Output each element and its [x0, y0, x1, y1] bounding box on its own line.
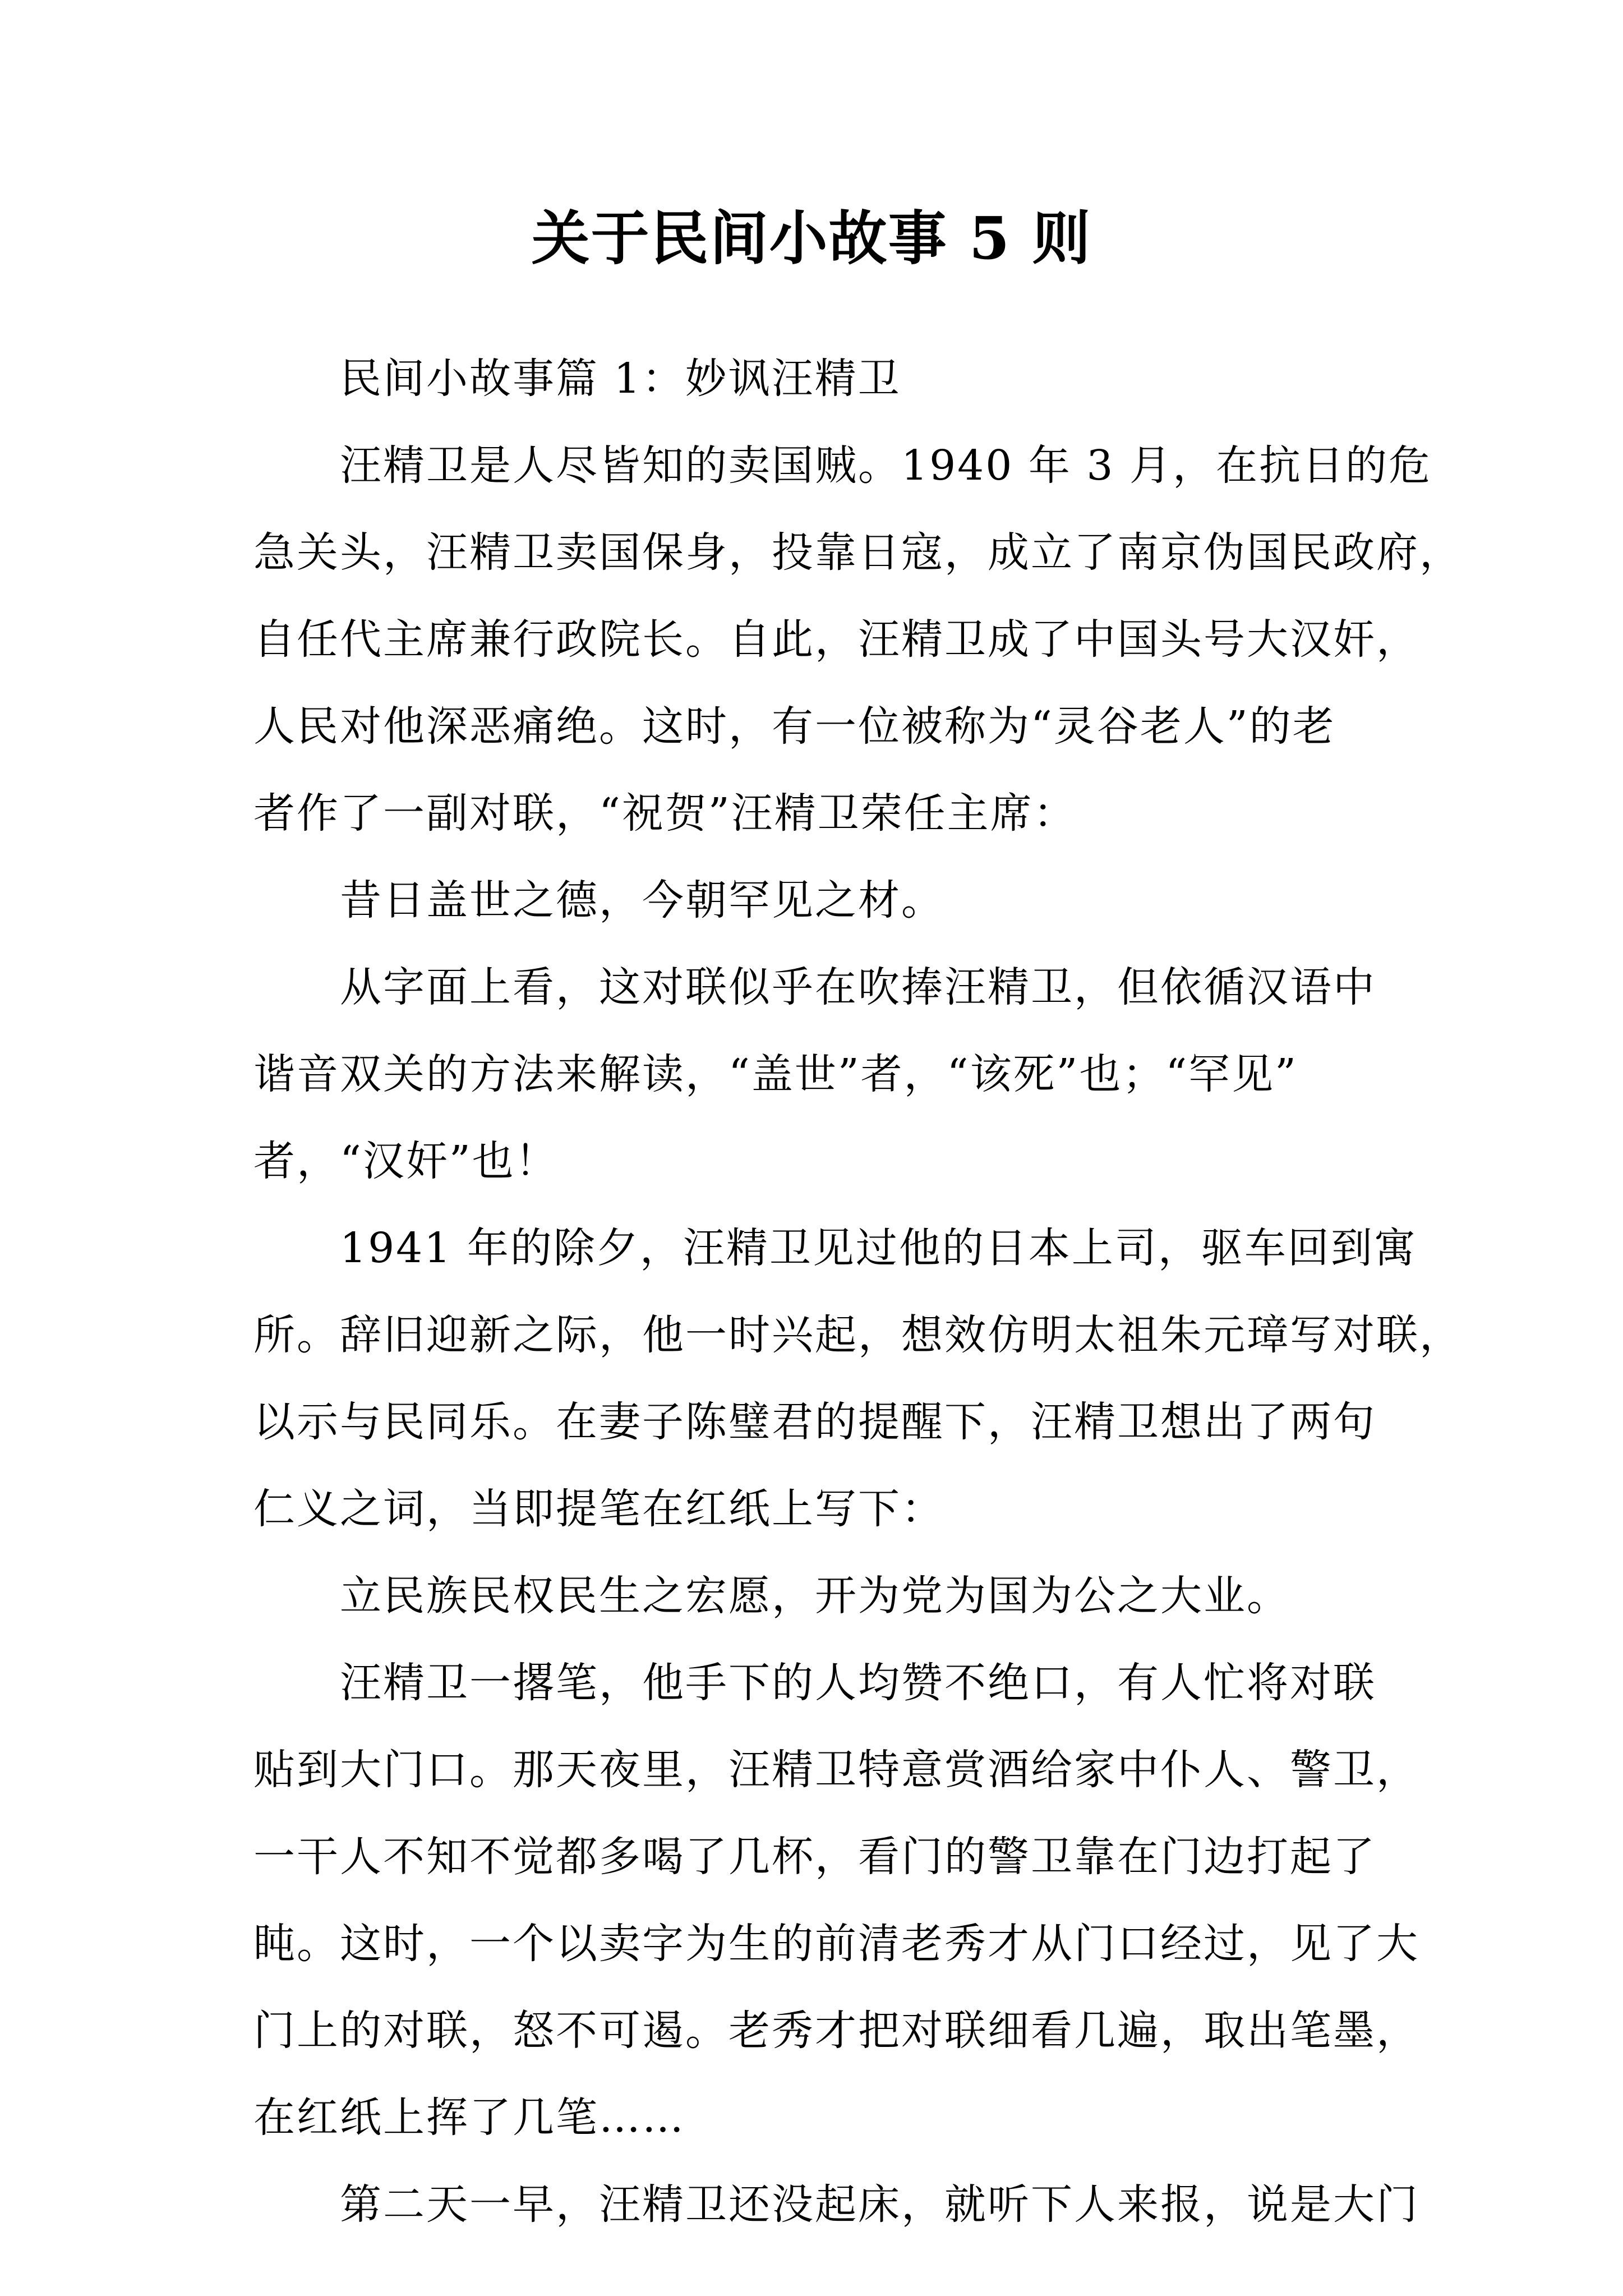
text-line: 急关头，汪精卫卖国保身，投靠日寇，成立了南京伪国民政府， [253, 528, 1463, 577]
text-line: 贴到大门口。那天夜里，汪精卫特意赏酒给家中仆人、警卫， [253, 1746, 1419, 1794]
document-title: 关于民间小故事 5 则 [531, 204, 1092, 273]
text-line: 一干人不知不觉都多喝了几杯，看门的警卫靠在门边打起了 [253, 1833, 1376, 1881]
text-line: 在红纸上挥了几笔…… [253, 2093, 685, 2142]
text-line: 以示与民同乐。在妻子陈璧君的提醒下，汪精卫想出了两句 [253, 1398, 1376, 1446]
text-line: 所。辞旧迎新之际，他一时兴起，想效仿明太祖朱元璋写对联， [253, 1311, 1463, 1359]
text-line: 从字面上看，这对联似乎在吹捧汪精卫，但依循汉语中 [340, 963, 1376, 1011]
text-line: 仁义之词，当即提笔在红纸上写下： [253, 1485, 944, 1533]
text-line: 盹。这时，一个以卖字为生的前清老秀才从门口经过，见了大 [253, 1920, 1419, 1968]
text-line: 1941 年的除夕，汪精卫见过他的日本上司，驱车回到寓 [340, 1224, 1417, 1272]
document-body [253, 335, 1463, 2248]
couplet-line: 立民族民权民生之宏愿，开为党为国为公之大业。 [340, 1572, 1290, 1620]
text-line: 汪精卫一撂笔，他手下的人均赞不绝口，有人忙将对联 [340, 1659, 1376, 1707]
text-line: 者作了一副对联，“祝贺”汪精卫荣任主席： [253, 789, 1077, 838]
couplet-line: 昔日盖世之德，今朝罕见之材。 [340, 876, 944, 924]
text-line: 第二天一早，汪精卫还没起床，就听下人来报，说是大门 [340, 2180, 1419, 2229]
text-line: 者，“汉奸”也！ [253, 1137, 559, 1185]
section-heading: 民间小故事篇 1：妙讽汪精卫 [340, 355, 901, 403]
text-line: 门上的对联，怒不可遏。老秀才把对联细看几遍，取出笔墨， [253, 2007, 1419, 2055]
text-line: 谐音双关的方法来解读，“盖世”者，“该死”也；“罕见” [253, 1050, 1298, 1098]
text-line: 人民对他深恶痛绝。这时，有一位被称为“灵谷老人”的老 [253, 702, 1336, 751]
text-line: 自任代主席兼行政院长。自此，汪精卫成了中国头号大汉奸， [253, 615, 1419, 664]
text-line: 汪精卫是人尽皆知的卖国贼。1940 年 3 月，在抗日的危 [340, 441, 1432, 490]
